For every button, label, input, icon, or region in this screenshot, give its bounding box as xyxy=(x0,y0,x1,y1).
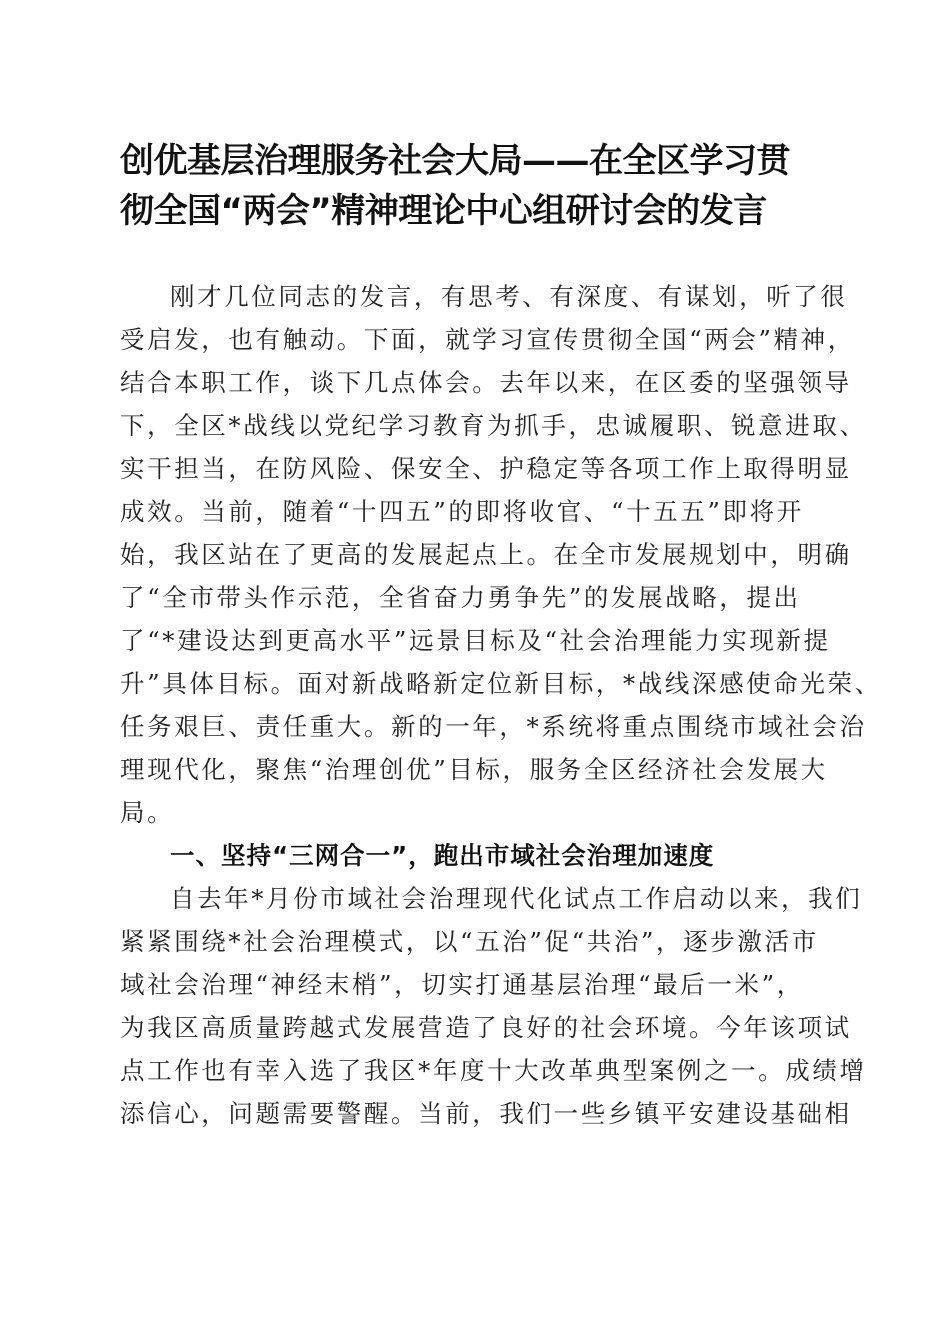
body-line: 升”具体目标。面对新战略新定位新目标，*战线深感使命光荣、 xyxy=(120,669,882,698)
body-line: 成效。当前，随着“十四五”的即将收官、“十五五”即将开 xyxy=(120,497,804,526)
body-line: 为我区高质量跨越式发展营造了良好的社会环境。今年该项试 xyxy=(120,1013,852,1042)
body-line: 刚才几位同志的发言，有思考、有深度、有谋划，听了很 xyxy=(170,282,848,311)
body-line: 始，我区站在了更高的发展起点上。在全市发展规划中，明确 xyxy=(120,540,852,569)
body-line: 了“*建设达到更高水平”远景目标及“社会治理能力实现新提 xyxy=(120,626,831,655)
body-line: 域社会治理“神经末梢”，切实打通基层治理“最后一米”， xyxy=(120,970,804,999)
body-line: 紧紧围绕*社会治理模式，以“五治”促“共治”，逐步激活市 xyxy=(120,927,819,956)
body-line: 局。 xyxy=(120,798,175,827)
body-line: 理现代化，聚焦“治理创优”目标，服务全区经济社会发展大 xyxy=(120,755,828,784)
title-line-2: 彻全国“两会”精神理论中心组研讨会的发言 xyxy=(120,191,767,231)
body-line: 结合本职工作，谈下几点体会。去年以来，在区委的坚强领导 xyxy=(120,368,852,397)
body-line: 点工作也有幸入选了我区*年度十大改革典型案例之一。成绩增 xyxy=(120,1056,867,1085)
body-line: 下，全区*战线以党纪学习教育为抓手，忠诚履职、锐意进取、 xyxy=(120,411,867,440)
section-heading: 一、坚持“三网合一”，跑出市域社会治理加速度 xyxy=(170,841,715,870)
body-line: 受启发，也有触动。下面，就学习宣传贯彻全国“两会”精神， xyxy=(120,325,855,354)
body-line: 了“全市带头作示范，全省奋力勇争先”的发展战略，提出 xyxy=(120,583,801,612)
body-line: 实干担当，在防风险、保安全、护稳定等各项工作上取得明显 xyxy=(120,454,852,483)
body-line: 自去年*月份市域社会治理现代化试点工作启动以来，我们 xyxy=(170,884,863,913)
title-line-1: 创优基层治理服务社会大局——在全区学习贯 xyxy=(120,141,790,181)
body-line: 任务艰巨、责任重大。新的一年，*系统将重点围绕市域社会治 xyxy=(120,712,867,741)
body-line: 添信心，问题需要警醒。当前，我们一些乡镇平安建设基础相 xyxy=(120,1099,852,1128)
document-title xyxy=(120,136,840,236)
